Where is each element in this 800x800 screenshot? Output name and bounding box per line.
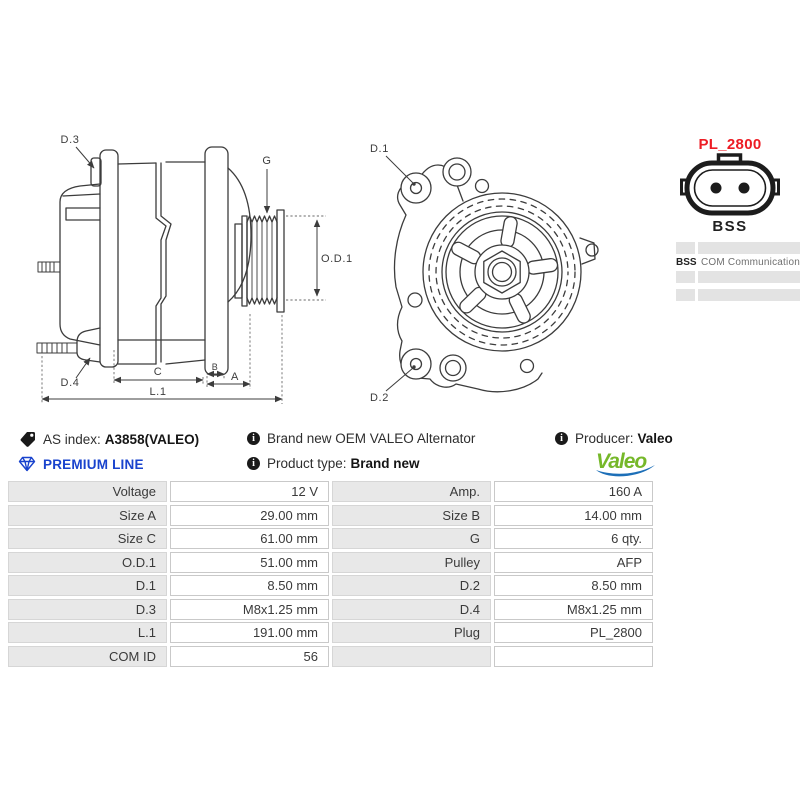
description-row xyxy=(247,431,475,446)
dim-label-d1: D.1 xyxy=(370,143,389,155)
spec-value: 14.00 mm xyxy=(494,505,653,526)
spec-label xyxy=(332,646,491,667)
spec-value: M8x1.25 mm xyxy=(494,599,653,620)
info-icon: i xyxy=(247,457,260,470)
spec-label: Plug xyxy=(332,622,491,643)
pin-cell xyxy=(676,242,695,254)
spec-label: D.1 xyxy=(8,575,167,596)
dim-label-d4: D.4 xyxy=(60,377,80,389)
spec-value: 61.00 mm xyxy=(170,528,329,549)
pin-desc-cell: COM Communication xyxy=(698,256,800,269)
producer-row xyxy=(555,431,673,446)
pulley xyxy=(247,210,284,312)
spec-value xyxy=(494,646,653,667)
connector-pin xyxy=(739,183,750,194)
spec-label: Size C xyxy=(8,528,167,549)
premium-line-badge: PREMIUM LINE xyxy=(43,456,144,472)
product-type-label: Product type: xyxy=(267,456,347,471)
spec-value: 191.00 mm xyxy=(170,622,329,643)
product-description: Brand new OEM VALEO Alternator xyxy=(267,431,476,446)
dim-label-g: G xyxy=(262,155,272,167)
spec-table xyxy=(8,481,653,667)
alternator-front-view-drawing xyxy=(358,133,648,425)
spec-label: D.4 xyxy=(332,599,491,620)
front-flange xyxy=(205,147,228,375)
pin-cell xyxy=(676,271,695,283)
spec-label: D.3 xyxy=(8,599,167,620)
spec-label: Size A xyxy=(8,505,167,526)
pin-desc-cell xyxy=(698,242,800,254)
tensioner-bump xyxy=(580,238,595,264)
spec-label: Size B xyxy=(332,505,491,526)
info-icon: i xyxy=(247,432,260,445)
spec-value: 6 qty. xyxy=(494,528,653,549)
spec-value: 29.00 mm xyxy=(170,505,329,526)
pin-desc-cell xyxy=(698,289,800,301)
info-icon: i xyxy=(555,432,568,445)
dim-label-a: A xyxy=(231,371,239,383)
valeo-brand-logo xyxy=(592,447,658,485)
as-index-row xyxy=(20,431,199,448)
product-type-row xyxy=(247,456,420,471)
spec-label: COM ID xyxy=(8,646,167,667)
mounting-stud xyxy=(37,343,77,353)
dim-label-d2: D.2 xyxy=(370,392,389,404)
rear-flange xyxy=(100,150,118,367)
spec-label: O.D.1 xyxy=(8,552,167,573)
spec-value: 12 V xyxy=(170,481,329,502)
spec-label: Amp. xyxy=(332,481,491,502)
as-index-label: AS index: xyxy=(43,432,101,447)
pin-table-row xyxy=(676,289,800,301)
tag-icon xyxy=(20,431,36,448)
shaft-collar xyxy=(235,224,242,298)
spec-value: 160 A xyxy=(494,481,653,502)
pin-table-row xyxy=(676,271,800,283)
alternator-side-view-drawing xyxy=(30,128,360,413)
spec-value: 56 xyxy=(170,646,329,667)
spec-value: M8x1.25 mm xyxy=(170,599,329,620)
dim-label-d3: D.3 xyxy=(60,134,80,146)
plug-type-label: BSS xyxy=(712,218,748,235)
dim-label-l1: L.1 xyxy=(149,386,167,398)
producer-label: Producer: xyxy=(575,431,634,446)
as-index-value: A3858(VALEO) xyxy=(104,432,200,447)
spec-label: D.2 xyxy=(332,575,491,596)
spec-value: AFP xyxy=(494,552,653,573)
plug-connector-diagram xyxy=(680,153,780,217)
pin-table-row xyxy=(676,256,800,269)
pin-table-row xyxy=(676,242,800,254)
spec-label: G xyxy=(332,528,491,549)
dim-label-c: C xyxy=(153,366,163,378)
product-type-value: Brand new xyxy=(350,456,420,471)
bottom-mounting-lug xyxy=(77,328,100,362)
spec-value: PL_2800 xyxy=(494,622,653,643)
spec-value: 8.50 mm xyxy=(170,575,329,596)
plug-code-label: PL_2800 xyxy=(698,136,762,153)
connector-pin xyxy=(711,183,722,194)
valeo-logo-text: Valeo xyxy=(596,450,647,473)
pin-function-table xyxy=(676,242,800,303)
spec-value: 8.50 mm xyxy=(494,575,653,596)
dim-label-od1: O.D.1 xyxy=(321,253,353,265)
producer-value: Valeo xyxy=(637,431,673,446)
spec-value: 51.00 mm xyxy=(170,552,329,573)
dim-label-b: B xyxy=(211,362,219,372)
terminal-stud xyxy=(38,262,60,272)
pin-cell: BSS xyxy=(676,257,697,268)
pin-cell xyxy=(676,289,695,301)
spec-label: Voltage xyxy=(8,481,167,502)
premium-line-row xyxy=(18,456,144,472)
pin-desc-cell xyxy=(698,271,800,283)
diamond-icon xyxy=(18,456,36,472)
spec-label: L.1 xyxy=(8,622,167,643)
spec-label: Pulley xyxy=(332,552,491,573)
